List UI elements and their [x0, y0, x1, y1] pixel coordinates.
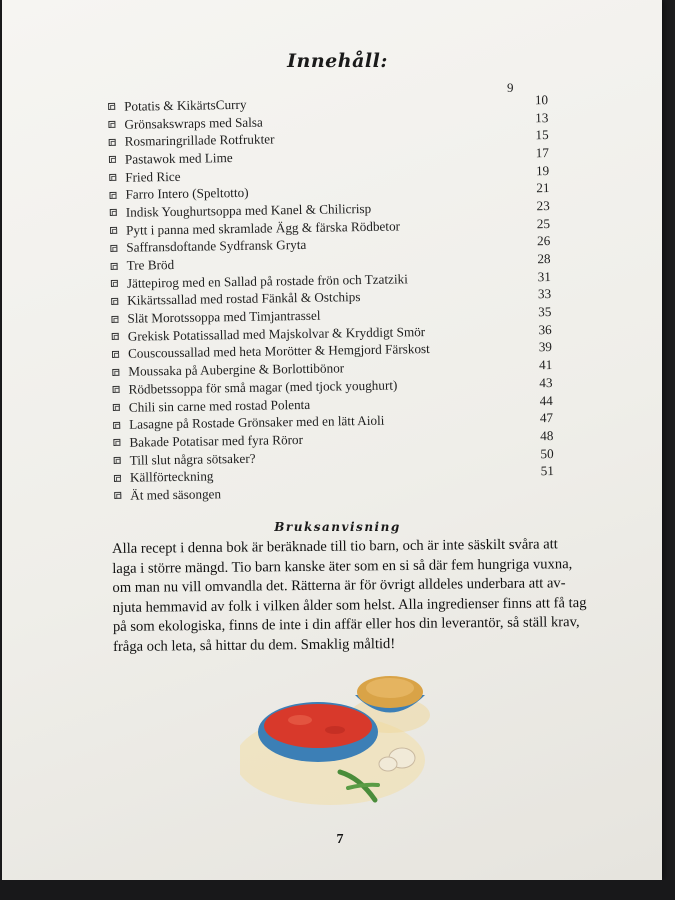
paragraph-line: om man nu vill omvandla det. Rätterna är för övrigt alldeles underbara att av-: [112, 575, 566, 596]
toc-entry-page: 19: [535, 162, 550, 178]
page-number: 7: [336, 832, 344, 847]
toc-entry-page: 28: [537, 251, 551, 267]
bullet-icon: [108, 103, 115, 110]
paragraph-line: Alla recept i denna bok är beräknade till tio barn, och är inte säskilt svåra att: [112, 536, 558, 557]
bullet-icon: [113, 404, 120, 411]
paragraph-line: på som ekologiska, finns de inte i din affär eller hos din leverantör, så ställ krav,: [112, 614, 580, 635]
bullet-icon: [114, 475, 121, 482]
bullet-icon: [109, 156, 116, 163]
toc-entry-label: Couscoussallad med heta Morötter & Hemgjord Färskost: [127, 341, 430, 362]
toc-entry-page: 10: [534, 91, 549, 108]
toc-entry-label: Grönsakswraps med Salsa: [124, 114, 263, 132]
paragraph-line: fråga och leta, så hittar du dem. Smaklig måltid!: [113, 635, 396, 655]
bullet-icon: [110, 209, 117, 216]
toc-entry-label: Rosmaringrillade Rotfrukter: [124, 131, 275, 149]
toc-entry-label: Jättepirog med en Sallad på rostade frön och Tzatziki: [126, 271, 408, 291]
toc-entry-label: Chili sin carne med rostad Polenta: [128, 396, 311, 415]
toc-entry-label: Saffransdoftande Sydfransk Gryta: [126, 237, 307, 256]
toc-entry-label: Pastawok med Lime: [124, 149, 233, 167]
toc-entry-page: 25: [536, 215, 551, 231]
toc-entry-label: Potatis & KikärtsCurry: [124, 96, 247, 114]
toc-entry-page: 43: [539, 374, 553, 391]
bullet-icon: [112, 333, 119, 340]
bullet-icon: [112, 369, 119, 376]
toc-entry-label: Pytt i panna med skramlade Ägg & färska Rödbetor: [125, 218, 401, 238]
bullet-icon: [109, 192, 116, 199]
toc-entry-label: Bakade Potatisar med fyra Röror: [129, 431, 304, 450]
bullet-icon: [110, 227, 117, 234]
toc-entry-label: Indisk Youghurtsoppa med Kanel & Chilicrisp: [125, 200, 372, 220]
toc-entry-label: Slät Morotssoppa med Timjantrassel: [127, 307, 321, 326]
bullet-icon: [111, 280, 118, 287]
toc-entry-label: Moussaka på Aubergine & Borlottibönor: [128, 360, 345, 379]
toc-entry-page: 15: [535, 127, 549, 143]
bullet-icon: [114, 457, 121, 464]
toc-entry-page: 23: [536, 198, 550, 214]
paragraph-line: njuta hemmavid av folk i vilken ålder som helst. Alla ingredienser finns att få tag: [112, 594, 587, 616]
toc-entry-page: 35: [538, 304, 552, 320]
bullet-icon: [111, 315, 118, 322]
toc-title: Innehåll:: [287, 50, 388, 72]
toc-entry-page: 48: [540, 427, 554, 444]
toc-entry-page: 13: [535, 109, 549, 125]
toc-entry-page: 21: [536, 180, 550, 196]
section-subtitle: Bruksanvisning: [274, 520, 401, 534]
toc-entry-page: 17: [535, 144, 550, 161]
bullet-icon: [113, 439, 120, 446]
bullet-icon: [109, 139, 116, 146]
table-of-contents: [108, 91, 554, 505]
toc-entry-page: 31: [537, 268, 551, 284]
toc-entry-page: [514, 489, 554, 490]
toc-entry-label: Fried Rice: [125, 168, 181, 185]
toc-entry-page: 44: [539, 392, 553, 408]
toc-entry-label: Till slut några sötsaker?: [129, 450, 256, 468]
toc-entry-page: 51: [540, 463, 555, 479]
page-edge-shadow: [0, 880, 675, 900]
bullet-icon: [111, 262, 118, 269]
toc-entry-label: Farro Intero (Speltotto): [125, 185, 249, 203]
bullet-icon: [109, 174, 116, 181]
toc-entry-label: Källförteckning: [129, 468, 214, 485]
paragraph-line: laga i större mängd. Tio barn kanske äter som en si så där fem hungriga vuxna,: [112, 555, 573, 577]
toc-entry-label: Grekisk Potatissallad med Majskolvar & Kryddigt Smör: [127, 323, 426, 344]
tomato-sauce: [264, 704, 372, 748]
bullet-icon: [113, 422, 120, 429]
toc-entry-page: 33: [537, 286, 552, 302]
food-illustration: [240, 660, 440, 820]
toc-entry-label: Kikärtssallad med rostad Fänkål & Ostchips: [127, 289, 361, 309]
toc-entry-page: 41: [538, 357, 553, 373]
bullet-icon: [113, 386, 120, 393]
toc-entry-label: Ät med säsongen: [130, 486, 222, 503]
toc-entry-page: 26: [536, 233, 551, 249]
bullet-icon: [111, 298, 118, 305]
toc-entry-page: 39: [538, 339, 553, 355]
toc-entry-page: 50: [540, 445, 554, 461]
toc-entry-page: 47: [539, 410, 554, 426]
toc-entry-page: 36: [538, 321, 552, 338]
bullet-icon: [110, 245, 117, 252]
bullet-icon: [114, 492, 121, 499]
toc-entry-label: Rödbetssoppa för små magar (med tjock youghurt): [128, 377, 398, 397]
bullet-icon: [108, 121, 115, 128]
bullet-icon: [112, 351, 119, 358]
instructions-paragraph: [112, 535, 587, 657]
toc-first-page-number: 9: [507, 80, 514, 95]
toc-entry-label: Lasagne på Rostade Grönsaker med en lätt Aioli: [129, 412, 385, 432]
toc-entry-label: Tre Bröd: [126, 257, 175, 273]
